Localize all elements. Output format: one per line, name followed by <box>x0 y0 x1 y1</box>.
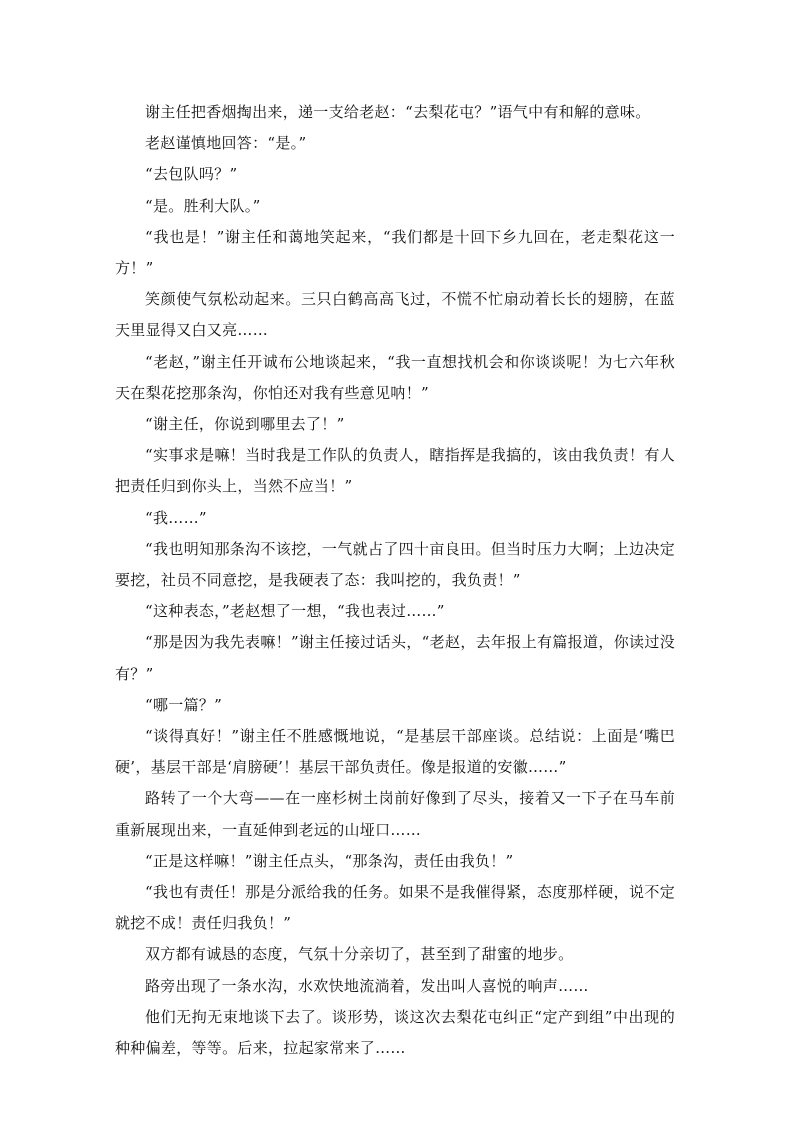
paragraph: “谈得真好！”谢主任不胜感慨地说，“是基层干部座谈。总结说：上面是‘嘴巴硬’，基层干部是‘肩膀硬’！基层干部负责任。像是报道的安徽……” <box>115 727 675 777</box>
paragraph: “那是因为我先表嘛！”谢主任接过话头，“老赵，去年报上有篇报道，你读过没有？” <box>115 633 675 683</box>
paragraph: “我也明知那条沟不该挖，一气就占了四十亩良田。但当时压力大啊；上边决定要挖，社员不同意挖，是我硬表了态：我叫挖的，我负责！” <box>115 539 675 590</box>
story-text <box>115 97 675 1064</box>
paragraph: 路转了一个大弯——在一座杉树土岗前好像到了尽头，接着又一下子在马车前重新展现出来，一直延伸到老远的山垭口…… <box>115 789 675 839</box>
paragraph: 双方都有诚恳的态度，气氛十分亲切了，甚至到了甜蜜的地步。 <box>145 945 574 964</box>
paragraph: “谢主任，你说到哪里去了！” <box>145 415 345 434</box>
paragraph: “我也是！”谢主任和蔼地笑起来，“我们都是十回下乡九回在，老走梨花这一方！” <box>115 227 675 278</box>
paragraph: “我也有责任！那是分派给我的任务。如果不是我催得紧，态度那样硬，说不定就挖不成！责任归我负！” <box>115 883 675 933</box>
paragraph: “正是这样嘛！”谢主任点头，“那条沟，责任由我负！” <box>145 851 514 870</box>
paragraph: “是。胜利大队。” <box>145 196 261 215</box>
paragraph: “我……” <box>145 508 207 527</box>
paragraph: 谢主任把香烟掏出来，递一支给老赵：“去梨花屯？”语气中有和解的意味。 <box>145 103 651 121</box>
paragraph: 路旁出现了一条水沟，水欢快地流淌着，发出叫人喜悦的响声…… <box>145 976 589 995</box>
paragraph: “老赵，”谢主任开诚布公地谈起来，“我一直想找机会和你谈谈呢！为七六年秋天在梨花挖那条沟，你怕还对我有些意见呐！” <box>115 352 675 402</box>
paragraph: 笑颜使气氛松动起来。三只白鹤高高飞过，不慌不忙扇动着长长的翅膀，在蓝天里显得又白又亮…… <box>115 290 675 340</box>
paragraph: “去包队吗？” <box>145 165 238 184</box>
paragraph: 他们无拘无束地谈下去了。谈形势，谈这次去梨花屯纠正“定产到组”中出现的种种偏差，等等。后来，拉起家常来了…… <box>115 1007 675 1058</box>
paragraph: “实事求是嘛！当时我是工作队的负责人，瞎指挥是我搞的，该由我负责！有人把责任归到你头上，当然不应当！” <box>115 446 675 496</box>
paragraph: “这种表态，”老赵想了一想，“我也表过……” <box>145 602 445 621</box>
paragraph: 老赵谨慎地回答：“是。” <box>145 134 307 153</box>
paragraph: “哪一篇？” <box>145 695 223 714</box>
